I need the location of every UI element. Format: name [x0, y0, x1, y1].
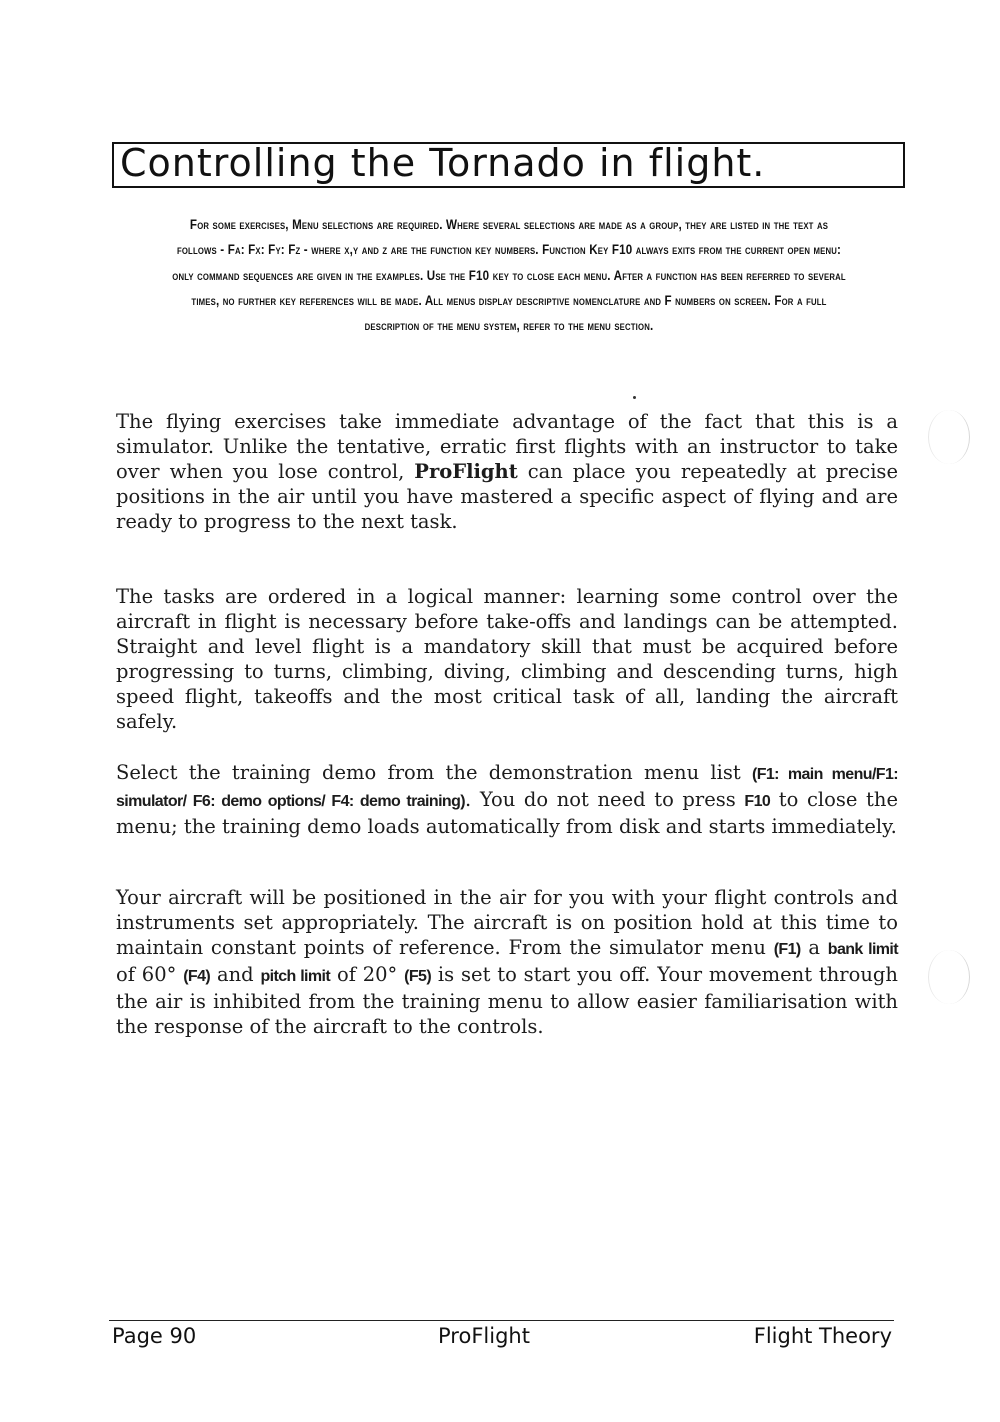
p1-text-start: The flying exercises take immediate advantage of the fact that this is a simulator. Unlike the tentative, erratic first flights with an instructor to take over when you lose control, [116, 410, 898, 484]
title-box [112, 142, 905, 188]
footer-section-name: Flight Theory [753, 1324, 892, 1348]
p4-text-1: Your aircraft will be positioned in the air for you with your flight controls and instruments set appropriately. The aircraft is on position hold at this time to maintain constant points of reference. From the simulator menu [116, 886, 898, 960]
speck [633, 396, 636, 399]
paragraph-1 [116, 409, 898, 534]
footer-product-name: ProFlight [438, 1324, 530, 1348]
paragraph-4 [116, 885, 898, 1040]
p4-text-2: a [800, 936, 828, 960]
p3-text-mid: . You do not need to press [465, 788, 745, 812]
paragraph-2: The tasks are ordered in a logical manner: learning some control over the aircraft in flight is necessary before take-offs and landings can be attempted. Straight and level flight is a mandatory skill that must be acquired before progressing to turns, climbing, diving, climbing and descending turns, high speed flight, takeoffs and the most critical task of all, landing the aircraft safely. [116, 585, 898, 734]
p3-text-end: to close the menu; the training demo loads automatically from disk and starts immediately. [116, 788, 898, 839]
punch-hole-mark [928, 410, 970, 464]
key-f4: (F4) [183, 968, 211, 986]
page-title: Controlling the Tornado in flight. [120, 141, 766, 185]
p4-text-5: of 20° [330, 963, 405, 987]
key-f5: (F5) [404, 968, 432, 986]
p4-text-4: and [210, 963, 261, 987]
p1-text-end: can place you repeatedly at precise positions in the air until you have mastered a specific aspect of flying and are ready to progress to the next task. [116, 460, 898, 534]
pitch-limit-label: pitch limit [260, 968, 331, 986]
footer-page-number: Page 90 [112, 1324, 197, 1348]
bank-limit-label: bank limit [827, 941, 898, 959]
p3-text-start: Select the training demo from the demonstration menu list [116, 761, 752, 784]
key-f1: (F1) [773, 941, 801, 959]
p4-text-3: of 60° [116, 963, 184, 987]
punch-hole-mark [928, 950, 970, 1004]
intro-note: For some exercises, Menu selections are required. Where several selections are made as a group, they are listed in the text as follows - Fa: Fx: Fy: Fz - where x,y and z are the function key numbers. Function Key F10 always exits from the current open menu: only command sequences are given in the examples. Use the F10 key to close each menu. After a function has been referred to several times, no further key references will be made. All menus display descriptive nomenclature and F numbers on screen. For a full description of the menu system, refer to the menu section. [172, 217, 846, 334]
p4-text-6: is set to start you off. Your movement through the air is inhibited from the training menu to allow easier familiarisation with the response of the aircraft to the controls. [116, 963, 898, 1039]
paragraph-3 [116, 760, 898, 839]
menu-command-sequence: (F1: main menu/F1: simulator/ F6: demo options/ F4: demo training) [116, 766, 898, 811]
brand-name: ProFlight [414, 460, 518, 484]
footer-rule [109, 1320, 894, 1321]
key-f10: F10 [744, 793, 771, 811]
